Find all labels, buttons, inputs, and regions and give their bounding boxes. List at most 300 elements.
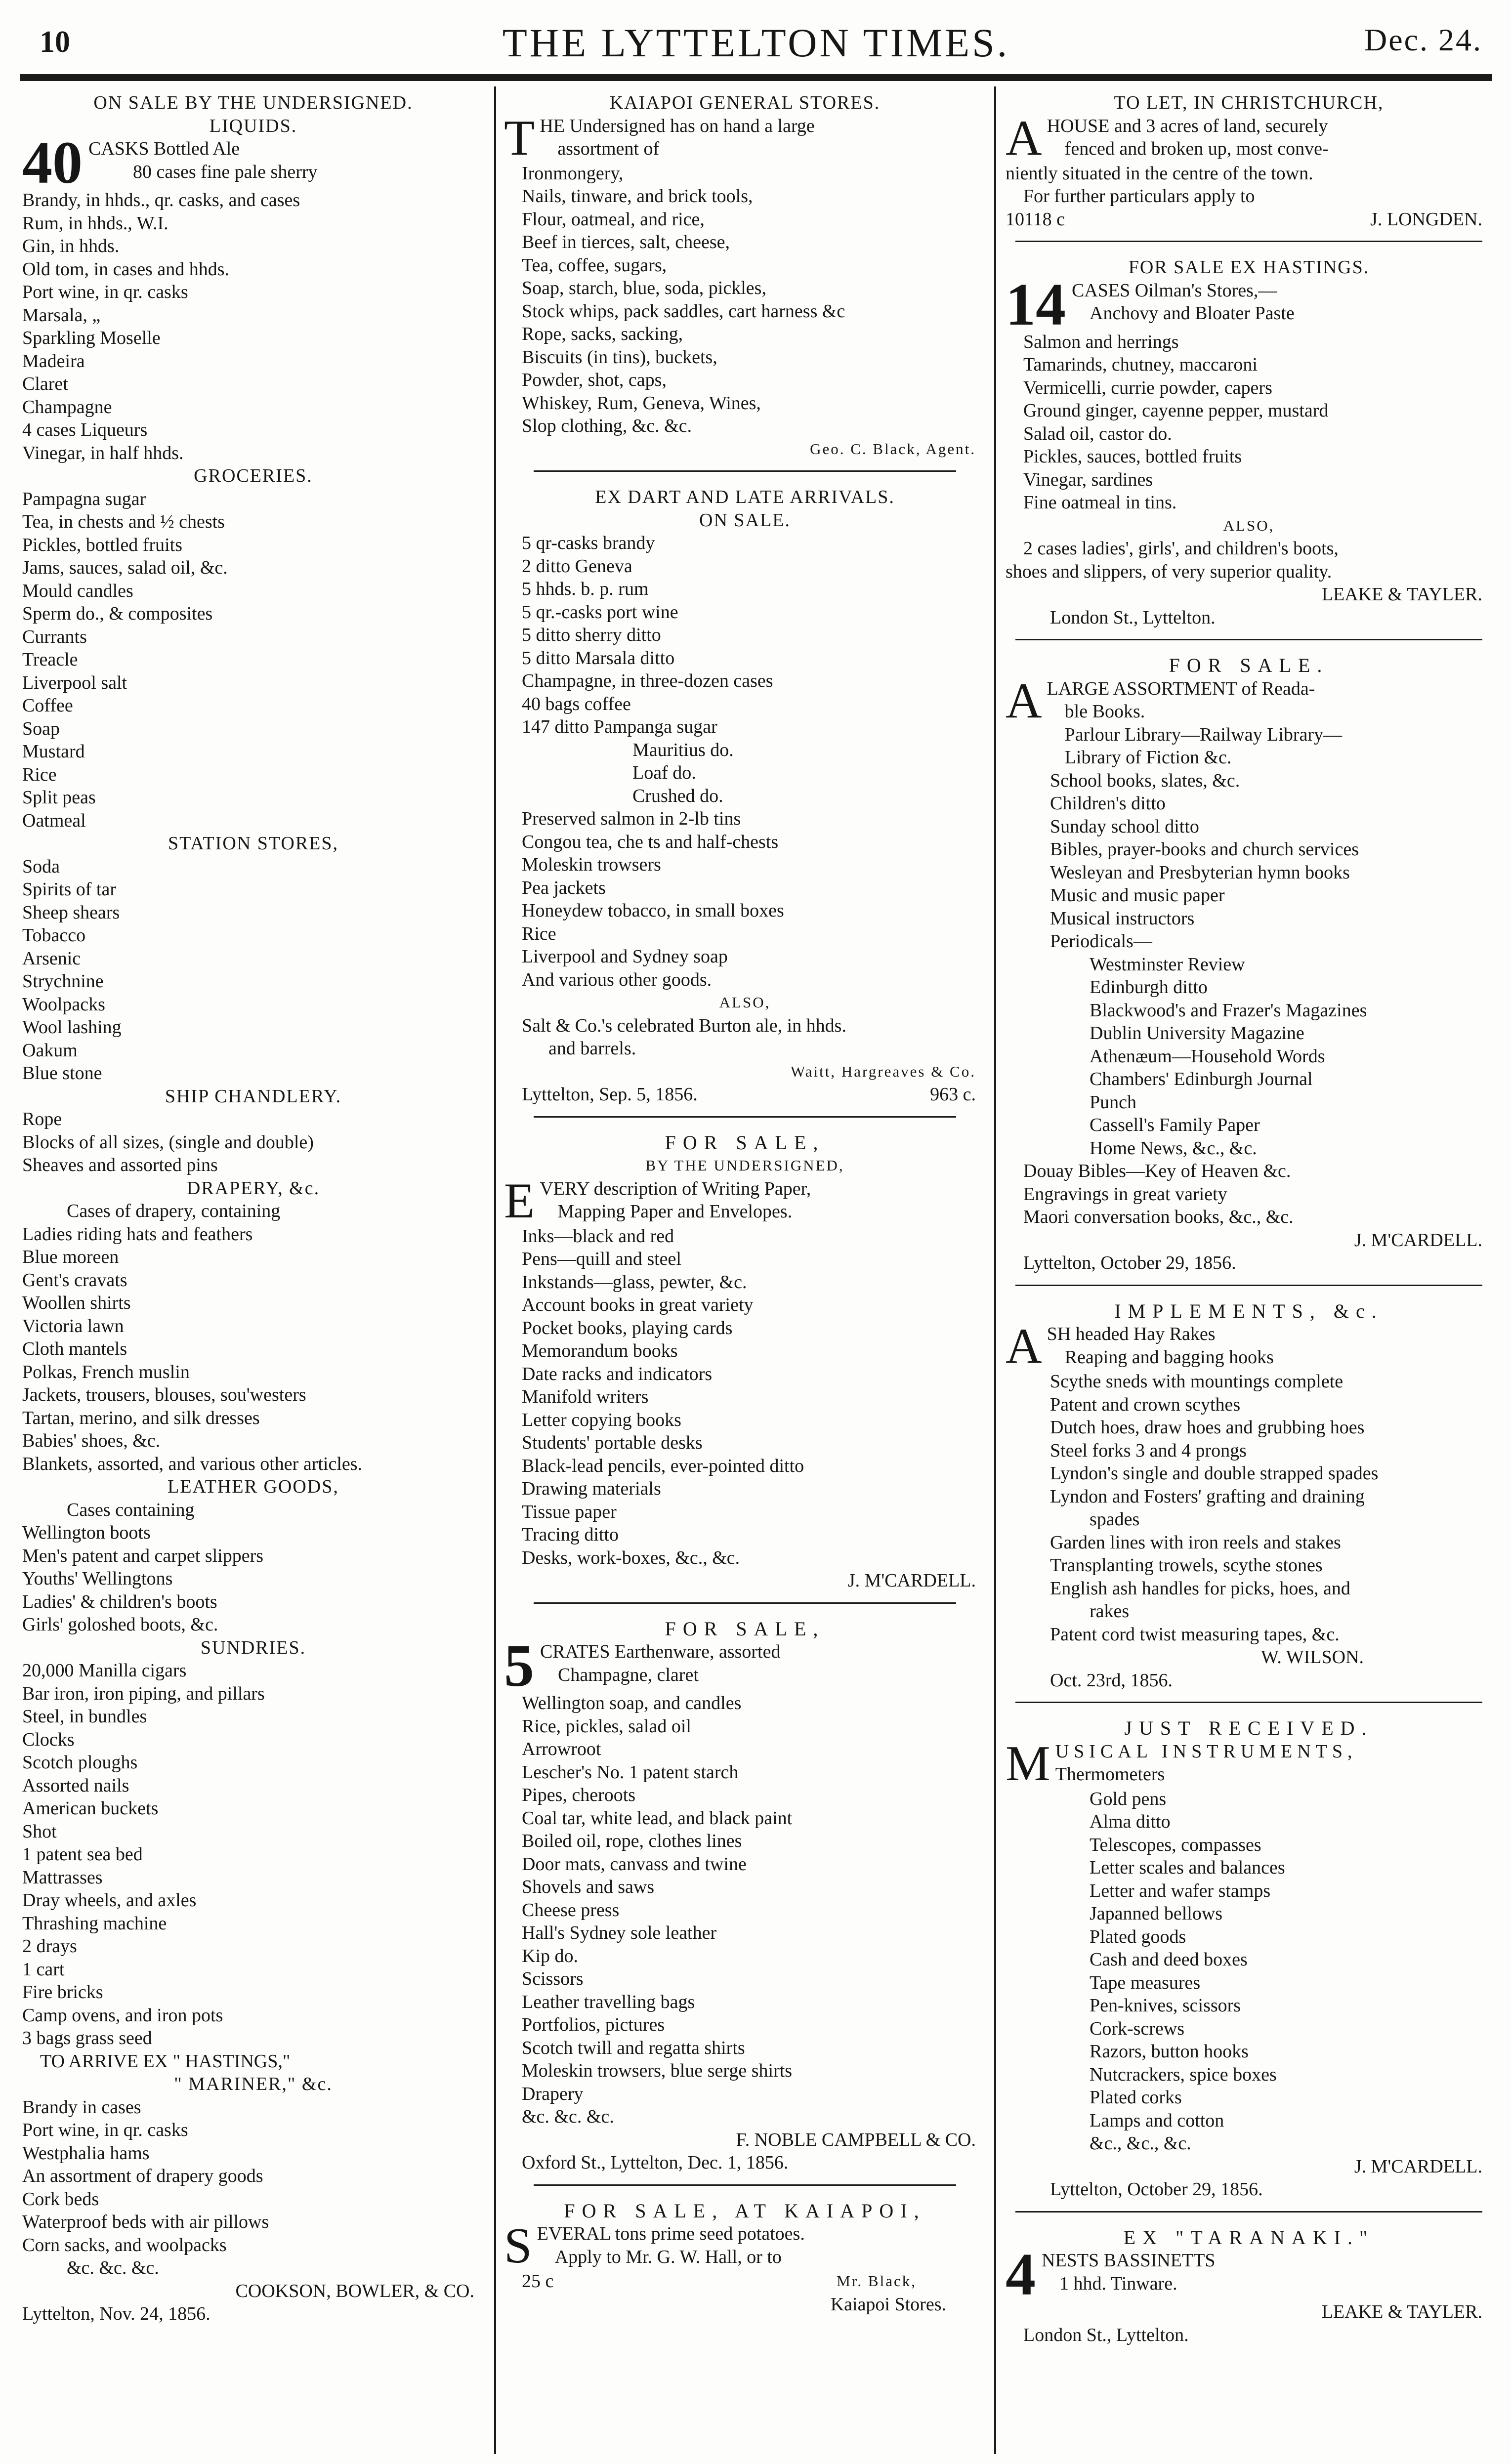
list-item: Pipes, cheroots [522, 1785, 636, 1805]
list-item: Blue stone [22, 1063, 102, 1084]
masthead [20, 15, 1492, 69]
advert-divider [1015, 1702, 1482, 1703]
list-item: Periodicals— [1050, 931, 1152, 952]
advertiser-signature: LEAKE & TAYLER. [1321, 584, 1482, 605]
list-item: Home News, &c., &c. [1090, 1137, 1257, 1159]
sugar-list [504, 739, 986, 808]
leather-list [22, 1521, 484, 1636]
intro-line: HOUSE and 3 acres of land, securely [1047, 115, 1328, 136]
list-item: Clocks [22, 1729, 75, 1750]
advert-footer [504, 2270, 986, 2293]
list-item: Shovels and saws [522, 1877, 655, 1897]
intro-line: Reaping and bagging hooks [1064, 1346, 1274, 1368]
advert-stationery [504, 1131, 986, 1592]
list-item: Scotch ploughs [22, 1752, 138, 1773]
list-item: CASKS Bottled Ale [88, 138, 240, 159]
etc-line: &c. &c. &c. [522, 2106, 614, 2127]
column-2 [504, 91, 986, 2449]
list-item: Garden lines with iron reels and stakes [1050, 1532, 1341, 1553]
advert-heading: EX DART AND LATE ARRIVALS. [595, 487, 895, 507]
drop-cap-block [1006, 1735, 1492, 1792]
column-3 [1006, 91, 1492, 2449]
list-item: Gin, in hhds. [22, 236, 120, 256]
list-item: Loaf do. [632, 762, 696, 783]
list-item: Children's ditto [1050, 793, 1166, 814]
drop-number: 5 [504, 1632, 534, 1699]
list-item: Strychnine [22, 971, 104, 992]
drop-cap-block [1006, 271, 1492, 338]
advert-number: 25 c [522, 2271, 554, 2292]
list-item: Arrowroot [522, 1739, 601, 1759]
drop-cap: A [1006, 1318, 1042, 1374]
section-heading: LEATHER GOODS, [168, 1476, 339, 1497]
list-item: Blocks of all sizes, (single and double) [22, 1131, 314, 1153]
list-item: Cheese press [522, 1899, 620, 1921]
list-item: Bibles, prayer-books and church services [1050, 839, 1359, 860]
list-item: Gent's cravats [22, 1269, 127, 1291]
list-item: Douay Bibles—Key of Heaven &c. [1023, 1161, 1291, 1181]
list-item: 1 cart [22, 1959, 65, 1980]
list-item: Wellington soap, and candles [522, 1693, 742, 1713]
goods-list [504, 1692, 986, 2105]
list-item: 147 ditto Pampanga sugar [522, 716, 717, 737]
list-item: Split peas [22, 787, 96, 808]
list-item: Pea jackets [522, 877, 606, 898]
list-item: 40 bags coffee [522, 693, 631, 714]
list-item: 80 cases fine pale sherry [133, 161, 318, 182]
books-list [1006, 1160, 1492, 1229]
list-item: 2 cases ladies', girls', and children's boots, [1023, 538, 1339, 559]
advertiser-signature: J. M'CARDELL. [1354, 1229, 1482, 1251]
list-item: Westphalia hams [22, 2142, 150, 2164]
drop-cap-block [504, 2218, 986, 2274]
list-item: Gold pens [1090, 1788, 1167, 1809]
list-item: Sperm do., & composites [22, 603, 213, 624]
list-item: Slop clothing, &c. &c. [522, 416, 692, 436]
advert-ex-taranaki [1006, 2226, 1492, 2347]
list-item: Scythe sneds with mountings complete [1050, 1371, 1343, 1392]
list-item: Pens—quill and steel [522, 1249, 681, 1269]
list-item: Leather travelling bags [522, 1991, 695, 2012]
drop-number: 14 [1006, 271, 1066, 338]
advertiser-signature: W. WILSON. [1261, 1647, 1364, 1668]
list-item: Assorted nails [22, 1775, 129, 1796]
advert-divider [534, 1116, 956, 1118]
list-item: Athenæum—Household Words [1090, 1045, 1325, 1067]
intro-line: fenced and broken up, most conve- [1064, 138, 1329, 159]
advert-heading: KAIAPOI GENERAL STORES. [609, 92, 881, 113]
drop-cap-block [504, 110, 986, 166]
list-item: CRATES Earthenware, assorted [540, 1641, 781, 1662]
list-lead: Cases containing [67, 1499, 195, 1520]
masthead-rule [20, 74, 1492, 81]
list-item: Black-lead pencils, ever-pointed ditto [522, 1455, 804, 1476]
intro-line: Mapping Paper and Envelopes. [557, 1201, 793, 1222]
advert-subheading: BY THE UNDERSIGNED, [645, 1157, 844, 1174]
list-item: Congou tea, che ts and half-chests [522, 831, 779, 852]
list-item: spades [1090, 1509, 1140, 1530]
advert-number: 963 c. [930, 1084, 976, 1105]
list-item: Desks, work-boxes, &c., &c. [522, 1547, 740, 1568]
drop-cap: E [504, 1172, 535, 1229]
list-item: Oakum [22, 1040, 78, 1061]
arrive-list [22, 2096, 484, 2257]
implements-list [1006, 1531, 1492, 1600]
list-item: Woollen shirts [22, 1293, 131, 1313]
contact-place: Kaiapoi Stores. [830, 2294, 946, 2315]
footer-date: Lyttelton, Sep. 5, 1856. [522, 1084, 698, 1105]
list-item: NESTS BASSINETTS [1042, 2250, 1216, 2271]
list-item: 1 patent sea bed [22, 1844, 143, 1865]
list-item: Mauritius do. [632, 739, 734, 760]
liquids-list [22, 189, 484, 464]
list-item: Cloth mantels [22, 1338, 127, 1359]
advert-heading: FOR SALE, [665, 1617, 825, 1640]
advert-heading: FOR SALE. [1169, 654, 1329, 676]
list-item: Flour, oatmeal, and rice, [522, 209, 705, 230]
list-item: Ladies riding hats and feathers [22, 1223, 253, 1245]
drop-cap: A [1006, 110, 1042, 166]
section-heading: SUNDRIES. [200, 1637, 306, 1658]
advert-heading: FOR SALE EX HASTINGS. [1128, 257, 1370, 278]
advert-divider [1015, 241, 1482, 242]
list-item: Hall's Sydney sole leather [522, 1922, 717, 1943]
body-line: For further particulars apply to [1023, 186, 1255, 207]
list-item: Tea, coffee, sugars, [522, 254, 667, 276]
advertiser-signature: COOKSON, BOWLER, & CO. [235, 2280, 474, 2301]
list-item: Stock whips, pack saddles, cart harness &c [522, 300, 845, 322]
list-item: Girls' goloshed boots, &c. [22, 1614, 218, 1635]
groceries-list [22, 488, 484, 833]
list-item: 5 ditto sherry ditto [522, 625, 661, 645]
advert-footer: Lyttelton, Nov. 24, 1856. [22, 2303, 210, 2324]
list-item: Japanned bellows [1090, 1903, 1223, 1924]
drop-cap-block [22, 129, 484, 196]
advertiser-signature: Geo. C. Black, Agent. [810, 440, 976, 458]
list-item: American buckets [22, 1798, 159, 1819]
list-item: Drawing materials [522, 1478, 661, 1499]
advert-heading: TO LET, IN CHRISTCHURCH, [1114, 92, 1384, 113]
contact-name: Mr. Black, [837, 2272, 917, 2290]
list-item: Coal tar, white lead, and black paint [522, 1807, 793, 1829]
list-item: Steel, in bundles [22, 1706, 147, 1727]
list-item: Rice [522, 923, 556, 944]
drop-cap-block [504, 1172, 986, 1229]
list-item: Wesleyan and Presbyterian hymn books [1050, 862, 1350, 883]
drop-cap-block [1006, 2241, 1492, 2308]
instruments-list [1006, 1788, 1492, 2155]
list-item: Plated goods [1090, 1926, 1186, 1947]
list-item: Transplanting trowels, scythe stones [1050, 1555, 1323, 1576]
advert-heading: JUST RECEIVED. [1124, 1717, 1374, 1739]
drop-cap-block [504, 1632, 986, 1699]
list-item: Ironmongery, [522, 163, 624, 184]
advert-kaiapoi-potatoes [504, 2200, 986, 2316]
section-heading: TO ARRIVE EX " HASTINGS," [40, 2050, 291, 2072]
intro-line: SH headed Hay Rakes [1047, 1324, 1216, 1344]
list-item: Rope [22, 1109, 62, 1129]
list-item: Youths' Wellingtons [22, 1568, 173, 1589]
etc-line: &c. &c. &c. [67, 2257, 159, 2278]
advert-footer: Lyttelton, October 29, 1856. [1050, 2179, 1263, 2200]
list-item: Tracing ditto [522, 1524, 619, 1545]
drop-cap: M [1006, 1735, 1050, 1792]
list-item: Marsala, „ [22, 304, 101, 326]
list-item: Engravings in great variety [1023, 1183, 1227, 1205]
advert-number: 10118 c [1006, 209, 1065, 230]
list-item: Old tom, in cases and hhds. [22, 258, 230, 280]
list-item: Madeira [22, 350, 85, 372]
list-item: Whiskey, Rum, Geneva, Wines, [522, 392, 761, 414]
advert-divider [1015, 639, 1482, 640]
list-item: Date racks and indicators [522, 1363, 713, 1384]
list-item: Men's patent and carpet slippers [22, 1545, 264, 1566]
list-item: Beef in tierces, salt, cheese, [522, 232, 730, 252]
column-divider [494, 86, 496, 2454]
chandlery-list [22, 1108, 484, 1177]
list-item: English ash handles for picks, hoes, and [1050, 1578, 1350, 1599]
sundries-list [22, 1659, 484, 2050]
intro-line: ble Books. [1064, 701, 1145, 722]
list-item: Lyndon's single and double strapped spades [1050, 1463, 1379, 1484]
list-item: Pen-knives, scissors [1090, 1995, 1241, 2016]
list-item: Mould candles [22, 580, 133, 601]
intro-line: Parlour Library—Railway Library— [1064, 724, 1343, 745]
list-item: Students' portable desks [522, 1432, 703, 1453]
intro-line: USICAL INSTRUMENTS, [1055, 1741, 1357, 1762]
list-item: Boiled oil, rope, clothes lines [522, 1831, 742, 1851]
list-item: Mattrasses [22, 1867, 103, 1888]
list-item: Fire bricks [22, 1982, 103, 2003]
list-item: Tamarinds, chutney, maccaroni [1023, 354, 1258, 375]
list-item: Cork-screws [1090, 2018, 1185, 2039]
advert-heading: IMPLEMENTS, &c. [1114, 1299, 1384, 1322]
list-item: Razors, button hooks [1090, 2041, 1249, 2062]
list-item: Blackwood's and Frazer's Magazines [1090, 1000, 1367, 1021]
drop-cap-block [1006, 672, 1492, 769]
list-item: Shot [22, 1821, 57, 1842]
drop-cap-block [1006, 1318, 1492, 1374]
list-item: Sheaves and assorted pins [22, 1155, 218, 1175]
list-item: 5 qr.-casks port wine [522, 601, 678, 623]
list-item: CASES Oilman's Stores,— [1072, 280, 1277, 301]
list-item: Powder, shot, caps, [522, 370, 667, 390]
list-item: Arsenic [22, 948, 81, 969]
list-item: 20,000 Manilla cigars [22, 1660, 187, 1681]
drop-number: 4 [1006, 2241, 1036, 2308]
list-item: And various other goods. [522, 969, 712, 990]
advertiser-signature: J. M'CARDELL. [1354, 2156, 1482, 2177]
list-item: Claret [22, 374, 68, 394]
list-item: Vinegar, in half hhds. [22, 442, 184, 463]
list-item: Port wine, in qr. casks [22, 2120, 188, 2140]
list-item: Patent cord twist measuring tapes, &c. [1050, 1624, 1340, 1645]
intro-line: Apply to Mr. G. W. Hall, or to [554, 2246, 782, 2267]
list-item: Pickles, sauces, bottled fruits [1023, 446, 1242, 467]
list-item: Brandy in cases [22, 2096, 141, 2118]
goods-list [504, 807, 986, 991]
list-item: Soda [22, 856, 60, 877]
list-item: Westminster Review [1090, 954, 1245, 975]
list-lead: Cases of drapery, containing [67, 1201, 281, 1221]
list-item: Blankets, assorted, and various other articles. [22, 1453, 363, 1474]
list-item: 5 ditto Marsala ditto [522, 647, 675, 668]
list-item: Lamps and cotton [1090, 2110, 1224, 2131]
list-item: Champagne, claret [558, 1664, 699, 1685]
list-item: Babies' shoes, &c. [22, 1430, 161, 1451]
list-item: Honeydew tobacco, in small boxes [522, 900, 784, 921]
advert-ex-dart [504, 486, 986, 1106]
list-item: Edinburgh ditto [1090, 977, 1208, 998]
list-item: Ground ginger, cayenne pepper, mustard [1023, 400, 1329, 421]
list-item: Jams, sauces, salad oil, &c. [22, 557, 228, 578]
section-heading: " MARINER," &c. [174, 2074, 333, 2094]
list-item: Sheep shears [22, 902, 120, 923]
advertiser-signature: J. M'CARDELL. [847, 1570, 976, 1591]
list-item: Nails, tinware, and brick tools, [522, 186, 753, 207]
list-item: Nutcrackers, spice boxes [1090, 2064, 1277, 2085]
list-item: Musical instructors [1050, 908, 1195, 929]
list-item: Scissors [522, 1968, 584, 1989]
books-list [1006, 769, 1492, 953]
advert-heading: EX "TARANAKI." [1123, 2226, 1375, 2249]
intro-line: Thermometers [1055, 1764, 1165, 1785]
stationery-list [504, 1225, 986, 1570]
list-item: Corn sacks, and woolpacks [22, 2234, 227, 2255]
list-item: Alma ditto [1090, 1811, 1171, 1832]
list-item: School books, slates, &c. [1050, 770, 1240, 791]
list-item: Sparkling Moselle [22, 328, 161, 348]
list-item: 3 bags grass seed [22, 2028, 152, 2048]
advertiser-signature: J. LONGDEN. [1370, 209, 1482, 230]
list-item: Thrashing machine [22, 1913, 167, 1934]
list-item: An assortment of drapery goods [22, 2166, 263, 2186]
list-item: Liverpool salt [22, 672, 127, 693]
list-item: Door mats, canvass and twine [522, 1853, 747, 1875]
list-item: Rice [22, 764, 57, 785]
list-item: Cork beds [22, 2188, 99, 2210]
oilman-list [1006, 331, 1492, 514]
list-item: 5 hhds. b. p. rum [522, 579, 649, 599]
list-item: Mustard [22, 741, 85, 762]
list-item: Rice, pickles, salad oil [522, 1715, 691, 1737]
list-item: Treacle [22, 649, 78, 670]
advert-crates [504, 1618, 986, 2174]
list-item: Drapery [522, 2083, 584, 2104]
list-item: Blue moreen [22, 1247, 119, 1267]
list-item: 2 drays [22, 1936, 77, 1957]
advertiser-signature: F. NOBLE CAMPBELL & CO. [736, 2129, 976, 2150]
list-item: 5 qr-casks brandy [522, 533, 655, 553]
list-item: Sunday school ditto [1050, 816, 1199, 837]
advert-heading: FOR SALE, [665, 1131, 825, 1154]
list-item: Anchovy and Bloater Paste [1090, 303, 1295, 324]
intro-line: HE Undersigned has on hand a large [540, 115, 815, 136]
list-item: Lyndon and Fosters' grafting and draining [1050, 1486, 1365, 1507]
implements-list [1006, 1370, 1492, 1508]
advert-instruments [1006, 1717, 1492, 2201]
list-item: Rope, sacks, sacking, [522, 324, 683, 344]
list-item: &c., &c., &c. [1090, 2133, 1191, 2154]
list-item: Wellington boots [22, 1522, 151, 1543]
list-item: Chambers' Edinburgh Journal [1090, 1069, 1313, 1089]
column-divider [994, 86, 996, 2454]
advert-to-let [1006, 91, 1492, 231]
advert-footer: London St., Lyttelton. [1023, 2324, 1189, 2345]
list-item: Steel forks 3 and 4 prongs [1050, 1440, 1247, 1461]
drop-cap: S [504, 2218, 532, 2274]
section-heading: GROCERIES. [194, 465, 313, 486]
list-item: Fine oatmeal in tins. [1023, 492, 1177, 513]
list-item: 4 cases Liqueurs [22, 419, 148, 440]
list-item: Plated corks [1090, 2087, 1182, 2108]
list-item: Music and music paper [1050, 885, 1225, 906]
list-item: Woolpacks [22, 994, 105, 1015]
list-item: Vermicelli, currie powder, capers [1023, 377, 1272, 398]
list-item: Soap, starch, blue, soda, pickles, [522, 278, 766, 298]
list-item: Oatmeal [22, 810, 86, 831]
advert-cookson [22, 91, 484, 2326]
list-item: Moleskin trowsers [522, 854, 661, 875]
list-item: Patent and crown scythes [1050, 1394, 1241, 1415]
list-item: Crushed do. [632, 785, 723, 806]
list-item: Inks—black and red [522, 1225, 674, 1247]
list-item: Maori conversation books, &c., &c. [1023, 1207, 1294, 1227]
list-item: Ladies' & children's boots [22, 1591, 217, 1612]
list-item: Dray wheels, and axles [22, 1890, 197, 1911]
list-item: Dutch hoes, draw hoes and grubbing hoes [1050, 1417, 1365, 1438]
list-item: Wool lashing [22, 1017, 122, 1038]
advert-footer [504, 1083, 986, 1106]
list-item: Preserved salmon in 2-lb tins [522, 808, 741, 829]
advert-divider [1015, 2211, 1482, 2213]
advert-books [1006, 654, 1492, 1275]
also-label: ALSO, [1223, 516, 1275, 534]
list-item: Brandy, in hhds., qr. casks, and cases [22, 190, 300, 210]
advertiser-signature: LEAKE & TAYLER. [1321, 2301, 1482, 2322]
drop-cap: A [1006, 672, 1042, 729]
list-item: Waterproof beds with air pillows [22, 2212, 269, 2232]
also-label: ALSO, [719, 994, 771, 1011]
advert-heading: ON SALE BY THE UNDERSIGNED. [93, 92, 413, 113]
list-item: Salad oil, castor do. [1023, 423, 1172, 444]
list-item: Letter and wafer stamps [1090, 1880, 1271, 1901]
list-item: Vinegar, sardines [1023, 469, 1153, 490]
list-item: Tartan, merino, and silk dresses [22, 1407, 260, 1428]
list-item: Coffee [22, 695, 73, 716]
list-item: Victoria lawn [22, 1315, 124, 1336]
page-number: 10 [40, 25, 70, 59]
advert-footer: Oct. 23rd, 1856. [1050, 1670, 1173, 1691]
body-line: niently situated in the centre of the town. [1006, 163, 1313, 184]
section-heading: DRAPERY, &c. [186, 1177, 320, 1199]
list-item: Tobacco [22, 925, 86, 946]
list-item: and barrels. [548, 1038, 636, 1059]
section-heading: LIQUIDS. [209, 115, 297, 136]
list-item: Dublin University Magazine [1090, 1023, 1304, 1044]
list-item: Jackets, trousers, blouses, sou'westers [22, 1384, 306, 1405]
list-item: Bar iron, iron piping, and pillars [22, 1683, 265, 1704]
list-item: Tape measures [1090, 1972, 1201, 1993]
list-item: Port wine, in qr. casks [22, 282, 188, 302]
list-item: Pampagna sugar [22, 488, 146, 509]
intro-line: Library of Fiction &c. [1064, 747, 1232, 768]
list-item: Salmon and herrings [1023, 331, 1179, 352]
list-item: Soap [22, 718, 60, 739]
advert-ex-hastings [1006, 256, 1492, 629]
newspaper-title: THE LYTTELTON TIMES. [502, 20, 1010, 65]
list-item: Cash and deed boxes [1090, 1949, 1248, 1970]
